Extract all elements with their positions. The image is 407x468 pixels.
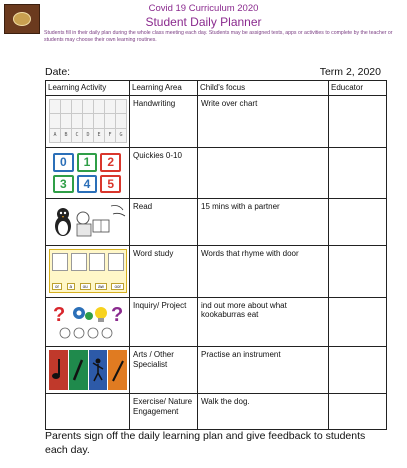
- learning-area-cell: Inquiry/ Project: [130, 298, 198, 347]
- learning-area-cell: Read: [130, 199, 198, 246]
- word-cards-icon: or a ou aw oor: [49, 249, 127, 293]
- educator-cell[interactable]: [329, 96, 387, 148]
- educator-cell[interactable]: [329, 394, 387, 430]
- column-header-area: Learning Area: [130, 81, 198, 96]
- learning-area-cell: Quickies 0-10: [130, 148, 198, 199]
- number-tile: 4: [77, 175, 98, 194]
- table-row: [46, 96, 387, 148]
- table-header-row: [46, 81, 387, 96]
- number-tiles-icon: [49, 151, 125, 195]
- footer-note: Parents sign off the daily learning plan and give feedback to students each day.: [45, 430, 366, 456]
- focus-cell[interactable]: Walk the dog.: [198, 394, 329, 430]
- table-row: [46, 394, 387, 430]
- focus-cell[interactable]: [198, 148, 329, 199]
- table-row: [46, 199, 387, 246]
- activity-cell: [46, 148, 130, 199]
- term-label: Term 2, 2020: [319, 66, 381, 78]
- number-tile: 2: [100, 153, 121, 172]
- educator-cell[interactable]: [329, 199, 387, 246]
- educator-cell[interactable]: [329, 347, 387, 394]
- number-tile: 0: [53, 153, 74, 172]
- paintbrush-icon: [69, 350, 88, 390]
- learning-area-cell: Arts / Other Specialist: [130, 347, 198, 394]
- focus-cell[interactable]: Practise an instrument: [198, 347, 329, 394]
- table-row: [46, 298, 387, 347]
- inquiry-ideas-icon: [49, 301, 127, 341]
- table-row: [46, 347, 387, 394]
- intro-text: Students fill in their daily plan during the whole class meeting each day. Students may be assigned texts, apps or activities to complete by the teacher or students may choose their own learning routines.: [44, 30, 393, 43]
- learning-area-cell: Handwriting: [130, 96, 198, 148]
- activity-cell: [46, 246, 130, 298]
- column-header-activity: Learning Activity: [46, 81, 130, 96]
- activity-cell: [46, 394, 130, 430]
- reading-friends-icon: [49, 202, 127, 240]
- activity-cell: [46, 199, 130, 246]
- educator-cell[interactable]: [329, 298, 387, 347]
- table-row: [46, 148, 387, 199]
- page-title: Student Daily Planner: [145, 15, 262, 29]
- date-label: Date:: [45, 66, 71, 78]
- activity-cell: [46, 298, 130, 347]
- number-tile: 5: [100, 175, 121, 194]
- activity-cell: [46, 347, 130, 394]
- learning-area-cell: Exercise/ Nature Engagement: [130, 394, 198, 430]
- focus-cell[interactable]: Words that rhyme with door: [198, 246, 329, 298]
- focus-cell[interactable]: Write over chart: [198, 96, 329, 148]
- column-header-educator: Educator: [329, 81, 387, 96]
- table-row: [46, 246, 387, 298]
- music-note-icon: [49, 350, 68, 390]
- column-header-focus: Child's focus: [198, 81, 329, 96]
- learning-area-cell: Word study: [130, 246, 198, 298]
- svg-text:?: ?: [53, 304, 66, 326]
- dancer-icon: [89, 350, 108, 390]
- curriculum-heading: Covid 19 Curriculum 2020: [148, 3, 259, 14]
- focus-cell[interactable]: 15 mins with a partner: [198, 199, 329, 246]
- svg-text:?: ?: [111, 304, 124, 326]
- educator-cell[interactable]: [329, 148, 387, 199]
- educator-cell[interactable]: [329, 246, 387, 298]
- number-tile: 1: [77, 153, 98, 172]
- drama-icon: [108, 350, 127, 390]
- activity-cell: [46, 96, 130, 148]
- focus-cell[interactable]: ind out more about what kookaburras eat: [198, 298, 329, 347]
- arts-icons: [49, 350, 127, 390]
- handwriting-chart-icon: A B C D E F G: [49, 99, 127, 143]
- number-tile: 3: [53, 175, 74, 194]
- planner-table: [45, 80, 387, 430]
